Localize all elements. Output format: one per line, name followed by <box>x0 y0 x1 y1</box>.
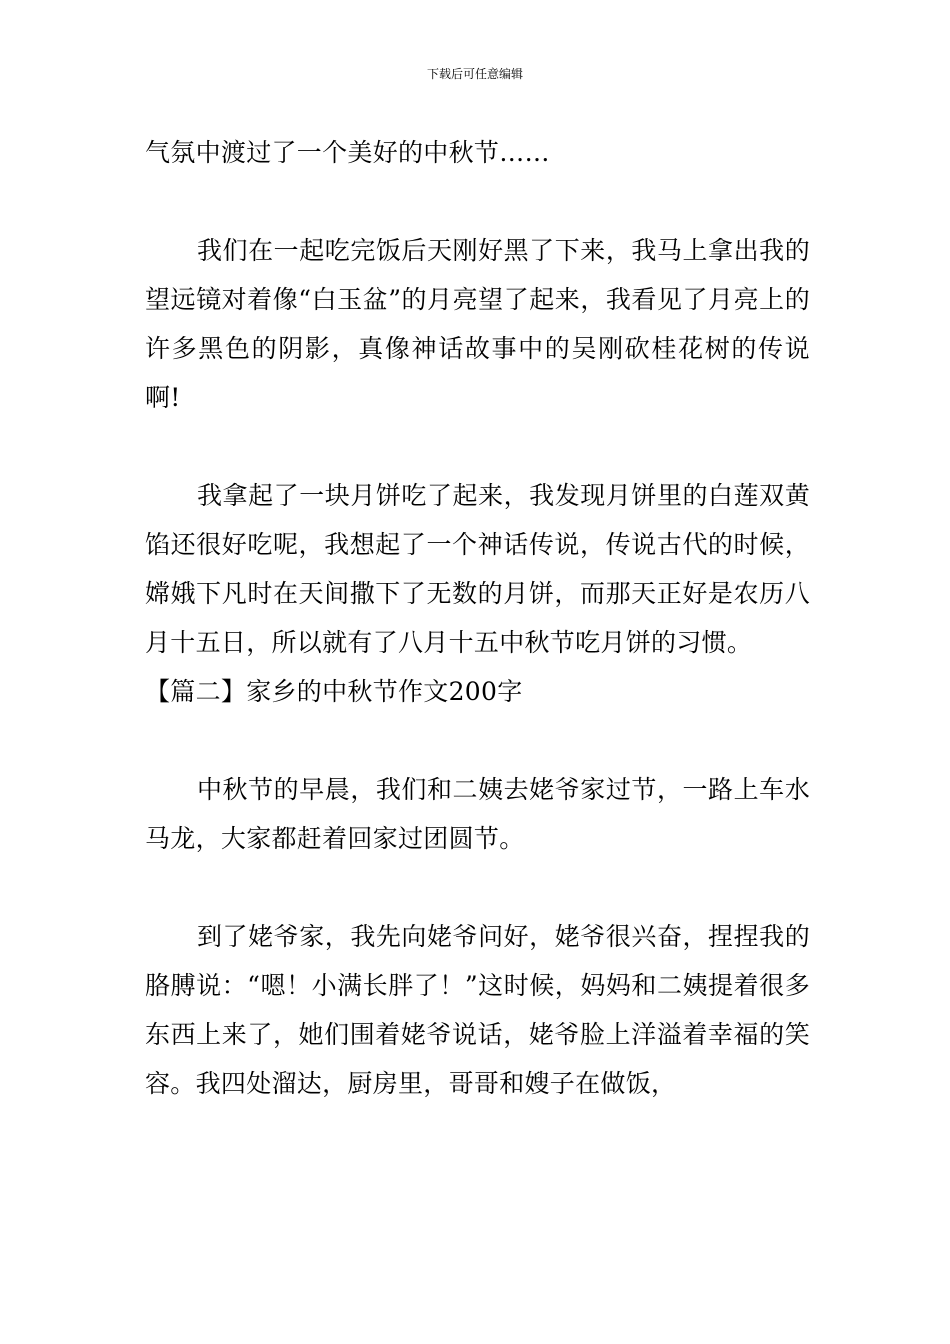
document-body <box>145 128 810 1108</box>
paragraph-mooncake: 我拿起了一块月饼吃了起来，我发现月饼里的白莲双黄馅还很好吃呢，我想起了一个神话传说，传说古代的时候，嫦娥下凡时在天间撒下了无数的月饼，而那天正好是农历八月十五日，所以就有了八月十五中秋节吃月饼的习惯。 <box>145 481 810 657</box>
paragraph-morning: 中秋节的早晨，我们和二姨去姥爷家过节，一路上车水马龙，大家都赶着回家过团圆节。 <box>145 775 810 853</box>
page-header-note: 下载后可任意编辑 <box>426 67 523 81</box>
section-heading: 【篇二】家乡的中秋节作文200字 <box>145 677 523 706</box>
paragraph-telescope: 我们在一起吃完饭后天刚好黑了下来，我马上拿出我的望远镜对着像“白玉盆”的月亮望了起来，我看见了月亮上的许多黑色的阴影，真像神话故事中的吴刚砍桂花树的传说啊! <box>145 236 810 412</box>
paragraph-grandpa-house: 到了姥爷家，我先向姥爷问好，姥爷很兴奋，捏捏我的胳膊说：“嗯！小满长胖了！”这时候，妈妈和二姨提着很多东西上来了，她们围着姥爷说话，姥爷脸上洋溢着幸福的笑容。我四处溜达，厨房里，哥哥和嫂子在做饭， <box>145 922 810 1098</box>
paragraph-continuation: 气氛中渡过了一个美好的中秋节…… <box>145 138 550 167</box>
